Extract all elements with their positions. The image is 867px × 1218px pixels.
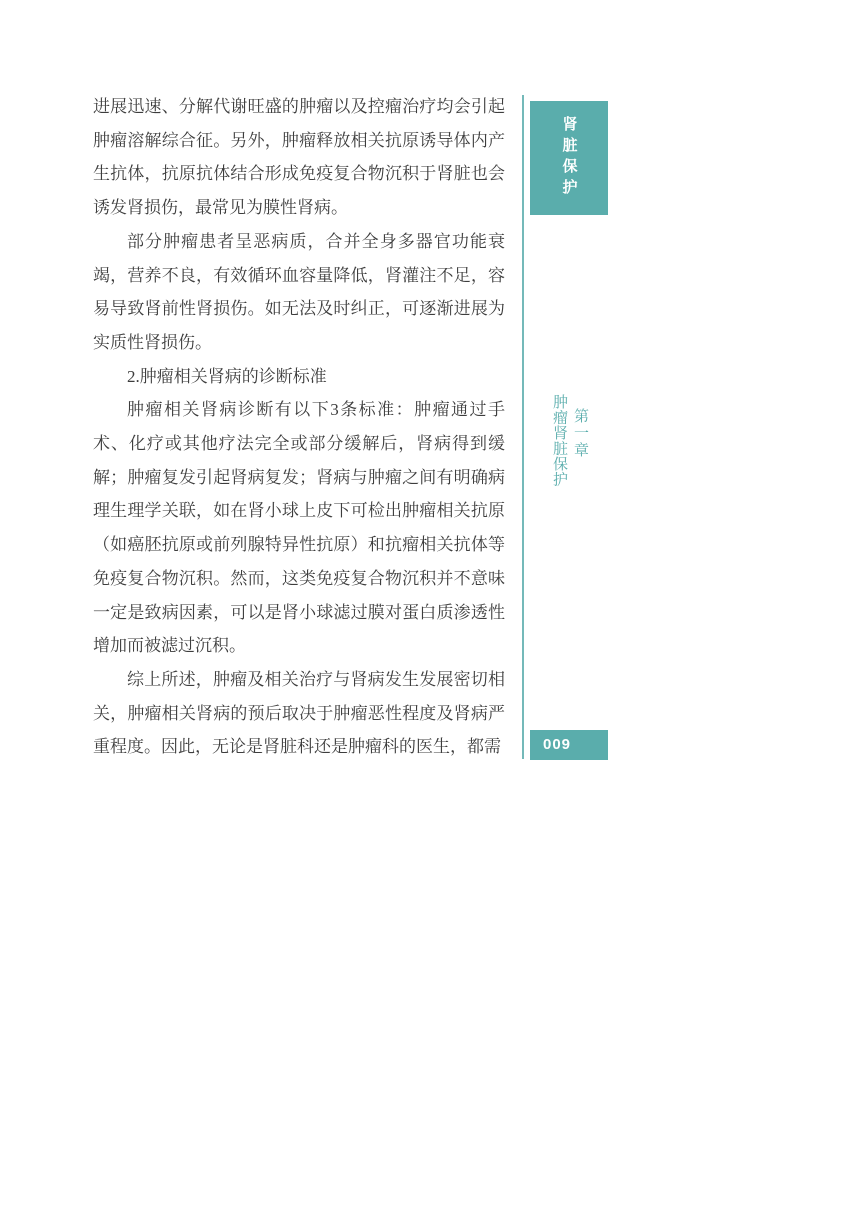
- body-paragraph: 综上所述，肿瘤及相关治疗与肾病发生发展密切相关，肿瘤相关肾病的预后取决于肿瘤恶性程度及肾病严重程度。因此，无论是肾脏科还是肿瘤科的医生，都需: [93, 669, 505, 757]
- chapter-number-text: 第一章: [572, 407, 589, 459]
- chapter-title-text: 肿瘤肾脏保护: [551, 393, 568, 487]
- body-paragraph-continuation: 进展迅速、分解代谢旺盛的肿瘤以及控瘤治疗均会引起肿瘤溶解综合征。另外，肿瘤释放相关抗原诱导体内产生抗体，抗原抗体结合形成免疫复合物沉积于肾脏也会诱发肾损伤，最常见为膜性肾病。: [93, 97, 505, 218]
- body-paragraph: 部分肿瘤患者呈恶病质，合并全身多器官功能衰竭，营养不良，有效循环血容量降低，肾灌注不足，容易导致肾前性肾损伤。如无法及时纠正，可逐渐进展为实质性肾损伤。: [93, 231, 505, 352]
- sidebar-divider-rule: [522, 95, 524, 759]
- main-text-column: [93, 90, 505, 764]
- book-title-vertical-text: 肾脏保护: [560, 116, 578, 200]
- page-number-badge: 009: [530, 730, 608, 760]
- book-title-tab: [530, 101, 608, 215]
- chapter-label: [549, 240, 591, 640]
- body-paragraph: 肿瘤相关肾病诊断有以下3条标准：肿瘤通过手术、化疗或其他疗法完全或部分缓解后，肾病得到缓解；肿瘤复发引起肾病复发；肾病与肿瘤之间有明确病理生理学关联，如在肾小球上皮下可检出肿瘤相关抗原（如癌胚抗原或前列腺特异性抗原）和抗瘤相关抗体等免疫复合物沉积。然而，这类免疫复合物沉积并不意味一定是致病因素，可以是肾小球滤过膜对蛋白质渗透性增加而被滤过沉积。: [93, 400, 505, 656]
- section-heading: 2.肿瘤相关肾病的诊断标准: [127, 366, 327, 386]
